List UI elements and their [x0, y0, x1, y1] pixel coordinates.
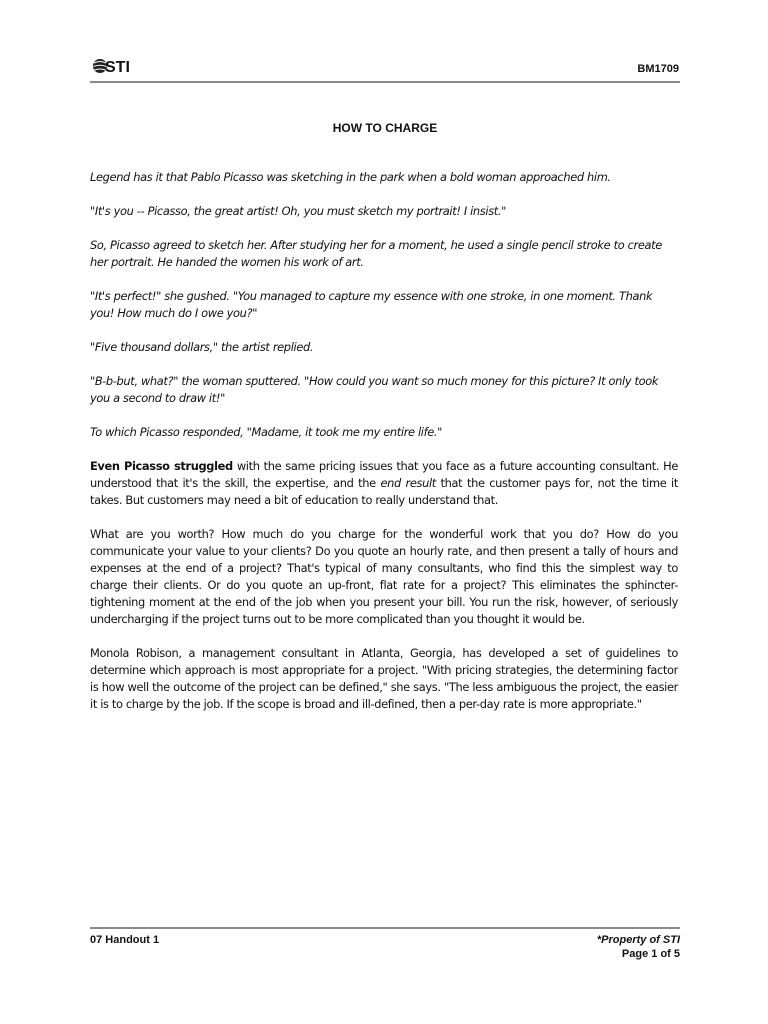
document-code: BM1709	[637, 63, 679, 75]
paragraph-8-part-b: that the customer pays for, not the time it takes. But customers may need a bit of education to really understand that.	[90, 476, 678, 507]
logo-text: STI	[105, 59, 130, 76]
paragraph-5: "Five thousand dollars," the artist replied.	[90, 340, 314, 354]
paragraph-4: "It's perfect!" she gushed. "You managed to capture my essence with one stroke, in one moment. Thank you! How much do I owe you?"	[90, 289, 653, 320]
paragraph-10: Monola Robison, a management consultant in Atlanta, Georgia, has developed a set of guidelines to determine which approach is most appropriate for a project. "With pricing strategies, the determining factor is how well the outcome of the project can be defined," she says. "The less ambiguous the project, the easier it is to charge by the job. If the scope is broad and ill-defined, then a per-day rate is more appropriate."	[90, 646, 678, 711]
bold-lead: Even Picasso struggled	[90, 459, 233, 473]
paragraph-8	[90, 458, 678, 509]
sti-logo	[92, 55, 134, 77]
footer-divider	[90, 927, 680, 929]
paragraph-6: "B-b-but, what?" the woman sputtered. "How could you want so much money for this picture? It only took you a second to draw it!"	[90, 374, 659, 405]
footer-info	[597, 933, 680, 961]
document-body	[90, 169, 678, 730]
paragraph-2: "It's you -- Picasso, the great artist! Oh, you must sketch my portrait! I insist."	[90, 204, 507, 218]
page-title: HOW TO CHARGE	[332, 121, 438, 135]
paragraph-8-part-a: with the same pricing issues that you face as a future accounting consultant. He understood that it's the skill, the expertise, and the	[90, 459, 678, 490]
paragraph-7: To which Picasso responded, "Madame, it took me my entire life."	[90, 425, 443, 439]
handout-label: 07 Handout 1	[90, 934, 160, 946]
page-number: Page 1 of 5	[621, 948, 680, 960]
property-notice: *Property of STI	[596, 934, 680, 946]
paragraph-1: Legend has it that Pablo Picasso was sketching in the park when a bold woman approached him.	[90, 170, 611, 184]
italic-emphasis: end result	[380, 476, 436, 490]
paragraph-3: So, Picasso agreed to sketch her. After studying her for a moment, he used a single pencil stroke to create her portrait. He handed the women his work of art.	[90, 238, 662, 269]
paragraph-9: What are you worth? How much do you charge for the wonderful work that you do? How do you communicate your value to your clients? Do you quote an hourly rate, and then present a tally of hours and expenses at the end of a project? That's typical of many consultants, who find this the simplest way to charge their clients. Or do you quote an up-front, flat rate for a project? This eliminates the sphincter-tightening moment at the end of the job when you present your bill. You run the risk, however, of seriously undercharging if the project turns out to be more complicated than you thought it would be.	[90, 527, 678, 626]
header-divider	[90, 81, 680, 83]
